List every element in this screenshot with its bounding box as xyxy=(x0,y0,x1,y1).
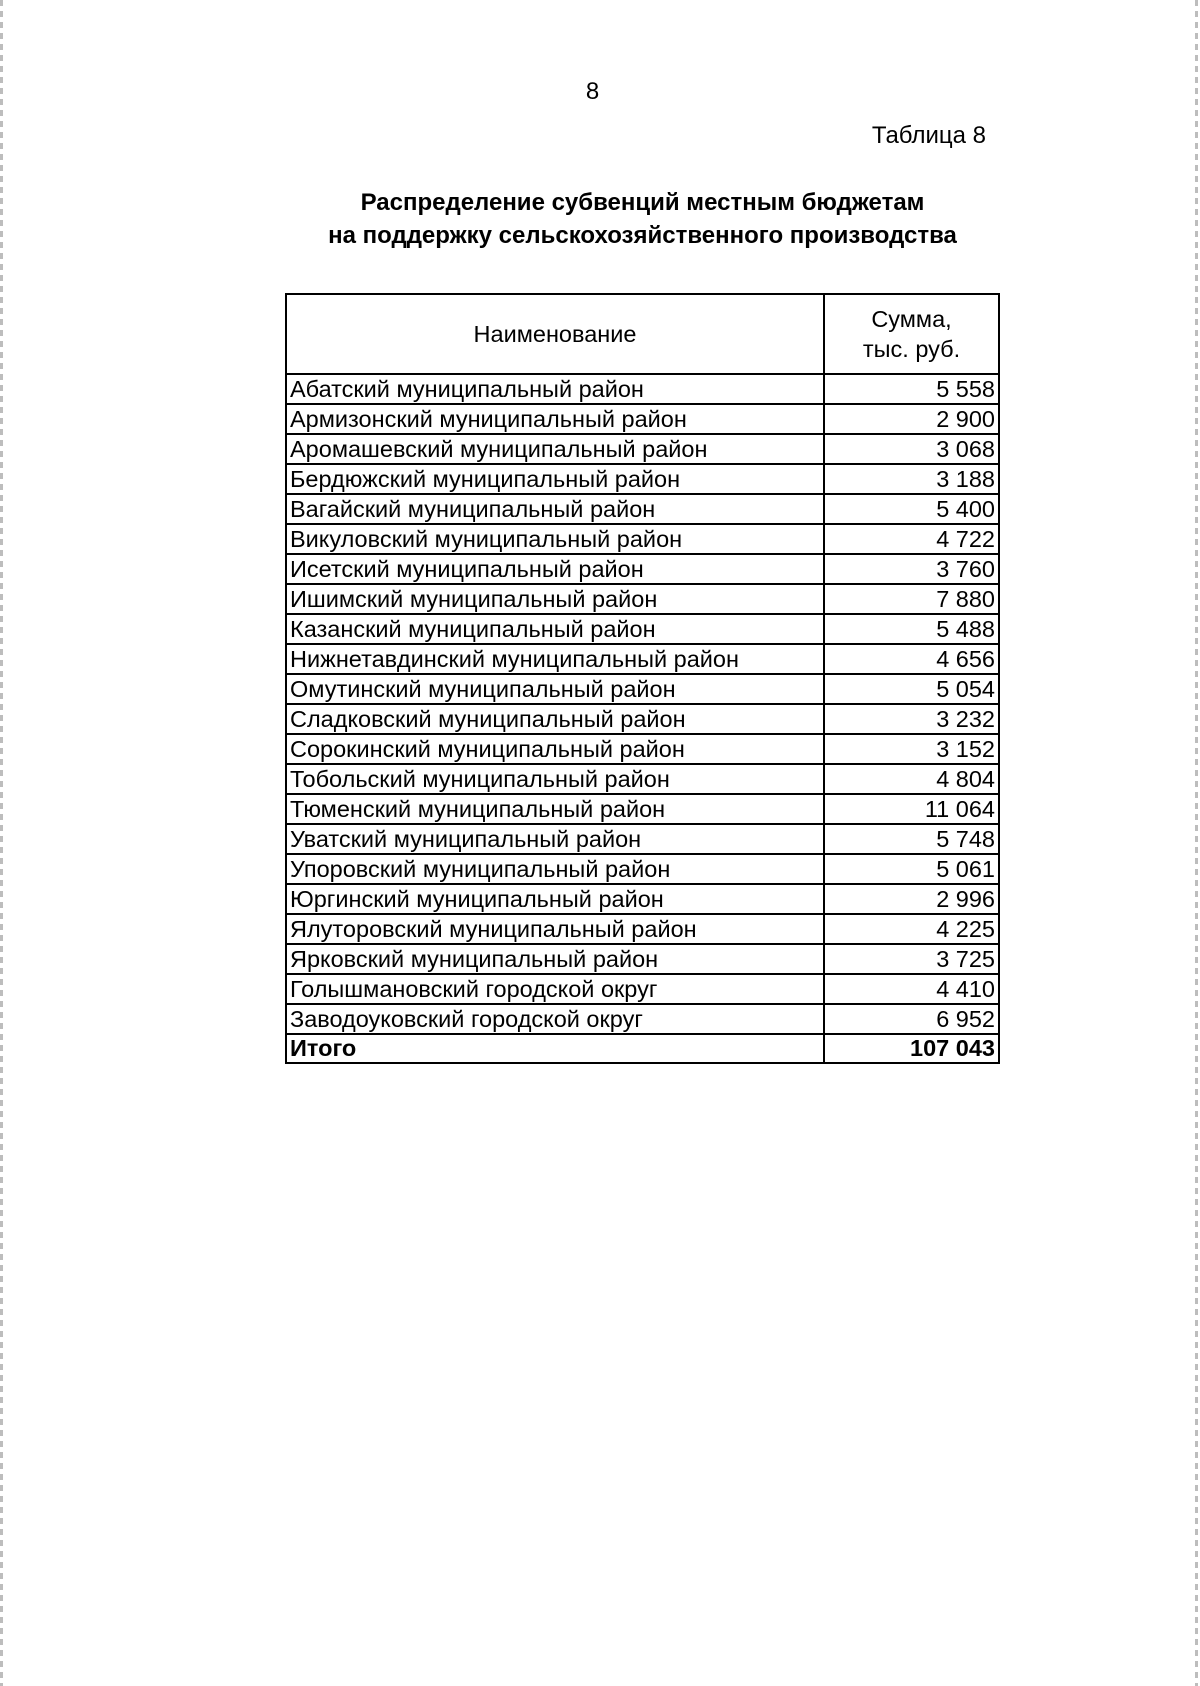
row-name: Армизонский муниципальный район xyxy=(286,404,824,434)
table-row xyxy=(286,614,999,644)
table-row xyxy=(286,914,999,944)
row-name: Ишимский муниципальный район xyxy=(286,584,824,614)
row-name: Уватский муниципальный район xyxy=(286,824,824,854)
row-name: Вагайский муниципальный район xyxy=(286,494,824,524)
row-sum: 3 232 xyxy=(824,704,999,734)
table-row xyxy=(286,404,999,434)
row-sum: 5 748 xyxy=(824,824,999,854)
table-row xyxy=(286,944,999,974)
page-number: 8 xyxy=(585,78,600,105)
table-label: Таблица 8 xyxy=(871,122,986,149)
table-row xyxy=(286,644,999,674)
row-name: Омутинский муниципальный район xyxy=(286,674,824,704)
row-name: Сладковский муниципальный район xyxy=(286,704,824,734)
row-sum: 5 054 xyxy=(824,674,999,704)
row-name: Упоровский муниципальный район xyxy=(286,854,824,884)
document-title-line1: Распределение субвенций местным бюджетам xyxy=(360,189,925,216)
row-name: Викуловский муниципальный район xyxy=(286,524,824,554)
subvention-table xyxy=(285,293,1000,1064)
table-row xyxy=(286,554,999,584)
row-sum: 5 400 xyxy=(824,494,999,524)
row-sum: 4 804 xyxy=(824,764,999,794)
table-row xyxy=(286,1004,999,1034)
column-header-name: Наименование xyxy=(286,294,824,374)
row-name: Казанский муниципальный район xyxy=(286,614,824,644)
row-sum: 6 952 xyxy=(824,1004,999,1034)
row-sum: 3 760 xyxy=(824,554,999,584)
row-sum: 5 558 xyxy=(824,374,999,404)
row-name: Тобольский муниципальный район xyxy=(286,764,824,794)
row-sum: 7 880 xyxy=(824,584,999,614)
row-name: Абатский муниципальный район xyxy=(286,374,824,404)
row-sum: 3 725 xyxy=(824,944,999,974)
row-name: Аромашевский муниципальный район xyxy=(286,434,824,464)
table-row xyxy=(286,374,999,404)
table-row xyxy=(286,884,999,914)
row-sum: 2 996 xyxy=(824,884,999,914)
scan-edge-left xyxy=(0,0,3,1686)
table-total-row xyxy=(286,1034,999,1063)
row-sum: 3 152 xyxy=(824,734,999,764)
table-row xyxy=(286,464,999,494)
column-header-sum-line2: тыс. руб. xyxy=(862,336,961,362)
table-row xyxy=(286,794,999,824)
table-row xyxy=(286,704,999,734)
row-name: Заводоуковский городской округ xyxy=(286,1004,824,1034)
row-sum: 5 488 xyxy=(824,614,999,644)
column-header-sum xyxy=(824,294,999,374)
row-name: Голышмановский городской округ xyxy=(286,974,824,1004)
row-name: Исетский муниципальный район xyxy=(286,554,824,584)
total-sum: 107 043 xyxy=(824,1034,999,1063)
row-name: Нижнетавдинский муниципальный район xyxy=(286,644,824,674)
table-row xyxy=(286,674,999,704)
row-name: Бердюжский муниципальный район xyxy=(286,464,824,494)
table-body xyxy=(286,374,999,1034)
table-row xyxy=(286,434,999,464)
row-name: Сорокинский муниципальный район xyxy=(286,734,824,764)
table-row xyxy=(286,584,999,614)
document-title xyxy=(0,186,1200,252)
table-header-row xyxy=(286,294,999,374)
row-name: Ярковский муниципальный район xyxy=(286,944,824,974)
scan-edge-right xyxy=(1195,0,1198,1686)
row-name: Тюменский муниципальный район xyxy=(286,794,824,824)
row-sum: 11 064 xyxy=(824,794,999,824)
table-row xyxy=(286,524,999,554)
row-sum: 5 061 xyxy=(824,854,999,884)
document-title-line2: на поддержку сельскохозяйственного производства xyxy=(328,222,957,249)
row-sum: 4 722 xyxy=(824,524,999,554)
table-row xyxy=(286,854,999,884)
row-sum: 4 225 xyxy=(824,914,999,944)
row-sum: 3 068 xyxy=(824,434,999,464)
row-sum: 3 188 xyxy=(824,464,999,494)
table-row xyxy=(286,764,999,794)
row-name: Юргинский муниципальный район xyxy=(286,884,824,914)
row-sum: 2 900 xyxy=(824,404,999,434)
row-sum: 4 410 xyxy=(824,974,999,1004)
total-label: Итого xyxy=(286,1034,824,1063)
column-header-sum-line1: Сумма, xyxy=(871,306,952,332)
table-row xyxy=(286,824,999,854)
row-sum: 4 656 xyxy=(824,644,999,674)
table-row xyxy=(286,734,999,764)
row-name: Ялуторовский муниципальный район xyxy=(286,914,824,944)
table-row xyxy=(286,974,999,1004)
table-row xyxy=(286,494,999,524)
